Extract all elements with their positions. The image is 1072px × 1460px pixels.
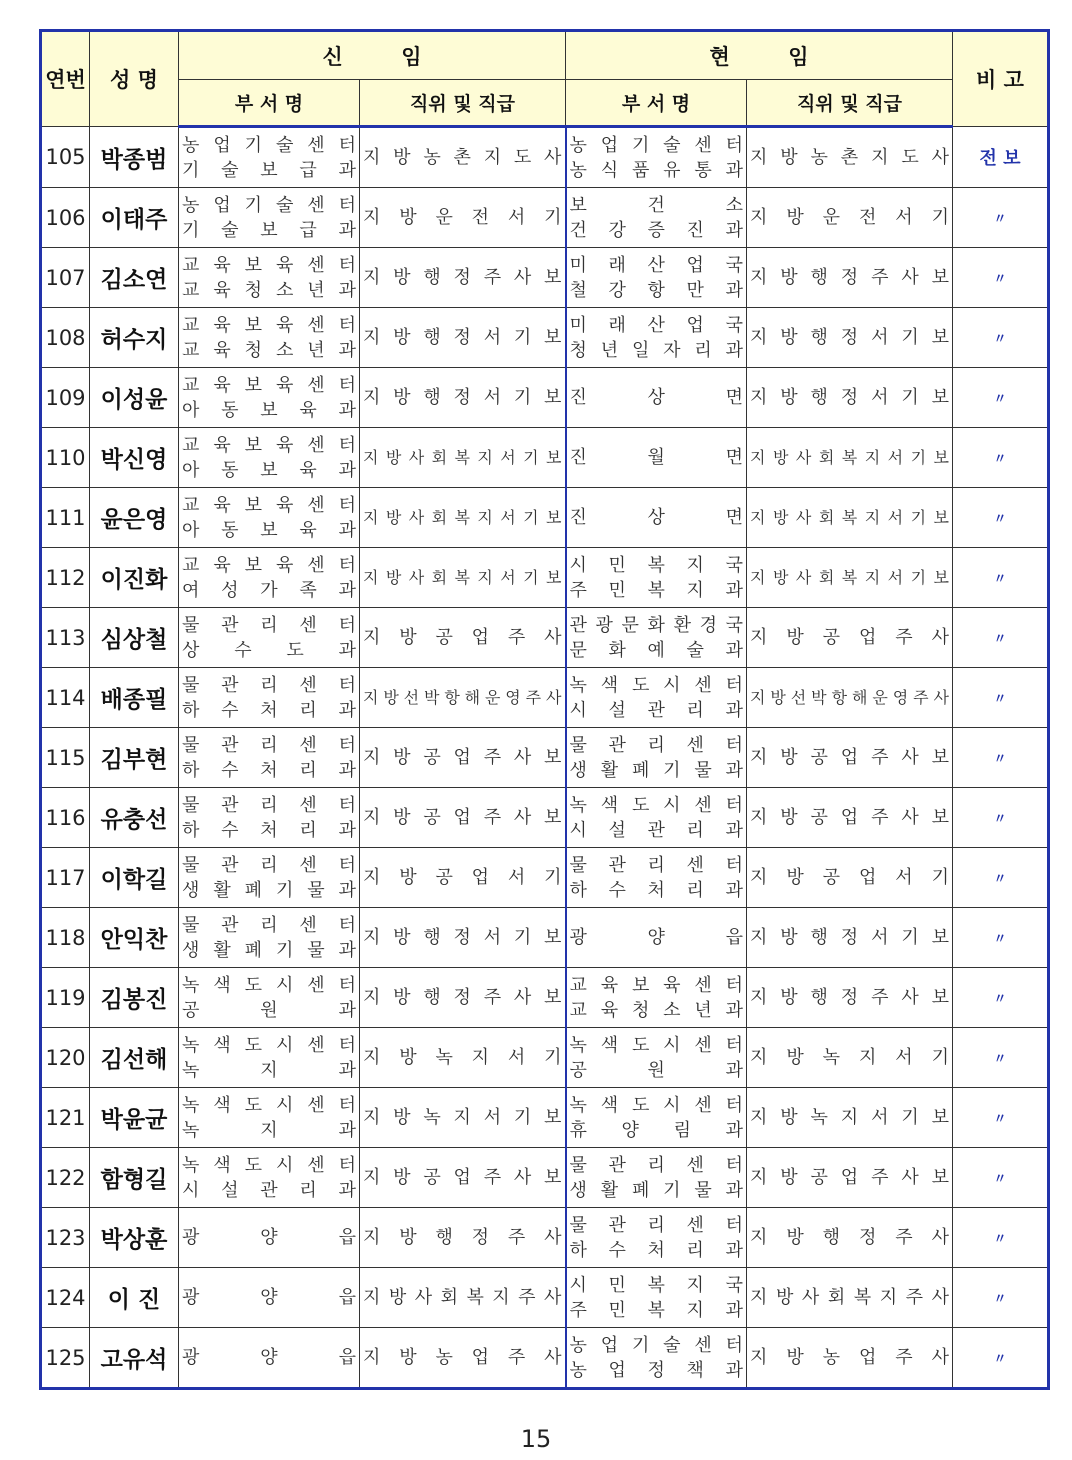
new-department	[179, 968, 360, 1028]
current-position	[747, 188, 953, 248]
row-number: 123	[41, 1208, 90, 1268]
current-position-text: 지 방 녹 지 서 기	[750, 1047, 949, 1068]
current-department-line: 녹 색 도 시 센 터	[569, 674, 743, 696]
current-department-line: 하 수 처 리 과	[569, 1239, 743, 1261]
current-department-line: 주 민 복 지 과	[569, 1299, 743, 1321]
row-number: 115	[41, 728, 90, 788]
current-department-line: 농 업 기 술 센 터	[569, 134, 743, 156]
new-department-line: 교 육 청 소 년 과	[182, 279, 356, 301]
current-department-line: 휴 양 림 과	[569, 1119, 743, 1141]
current-position	[747, 1268, 953, 1328]
row-number: 108	[41, 308, 90, 368]
current-position	[747, 908, 953, 968]
current-department	[566, 548, 747, 608]
new-position	[360, 788, 566, 848]
new-department-line: 농 업 기 술 센 터	[182, 134, 356, 156]
person-name: 이진화	[90, 548, 179, 608]
header-name: 성 명	[90, 31, 179, 127]
person-name: 함형길	[90, 1148, 179, 1208]
current-position-text: 지 방 녹 지 서 기 보	[750, 1107, 949, 1128]
personnel-table	[39, 29, 1050, 1390]
current-department	[566, 1088, 747, 1148]
current-department-line: 녹 색 도 시 센 터	[569, 794, 743, 816]
new-position	[360, 1148, 566, 1208]
row-number: 125	[41, 1328, 90, 1389]
new-department	[179, 848, 360, 908]
current-position-text: 지 방 행 정 서 기 보	[750, 387, 949, 408]
current-department	[566, 1268, 747, 1328]
row-number: 113	[41, 608, 90, 668]
new-position-text: 지 방 공 업 주 사 보	[363, 1167, 562, 1188]
current-department-line: 시 민 복 지 국	[569, 1274, 743, 1296]
current-position	[747, 488, 953, 548]
current-position-text: 지 방 사 회 복 지 서 기 보	[750, 448, 949, 467]
current-department	[566, 1328, 747, 1389]
note: 〃	[953, 308, 1049, 368]
table-row	[41, 1148, 1049, 1208]
new-department	[179, 248, 360, 308]
new-department	[179, 728, 360, 788]
person-name: 박종범	[90, 127, 179, 188]
note: 〃	[953, 488, 1049, 548]
new-department-line: 교 육 청 소 년 과	[182, 339, 356, 361]
current-position-text: 지 방 농 업 주 사	[750, 1347, 949, 1368]
new-department	[179, 788, 360, 848]
current-department-line: 녹 색 도 시 센 터	[569, 1034, 743, 1056]
current-department-line: 주 민 복 지 과	[569, 579, 743, 601]
new-department	[179, 308, 360, 368]
person-name: 이성윤	[90, 368, 179, 428]
note: 〃	[953, 1328, 1049, 1389]
current-position	[747, 428, 953, 488]
row-number: 116	[41, 788, 90, 848]
current-department-line: 교 육 청 소 년 과	[569, 999, 743, 1021]
current-position	[747, 368, 953, 428]
new-department-line: 기 술 보 급 과	[182, 159, 356, 181]
note: 〃	[953, 968, 1049, 1028]
current-department-line: 농 식 품 유 통 과	[569, 159, 743, 181]
new-department-line: 물 관 리 센 터	[182, 674, 356, 696]
new-position	[360, 368, 566, 428]
new-position	[360, 848, 566, 908]
current-department-line: 관 광 문 화 환 경 국	[569, 614, 743, 636]
note: 〃	[953, 608, 1049, 668]
current-department	[566, 127, 747, 188]
new-position	[360, 428, 566, 488]
new-department	[179, 1328, 360, 1389]
new-department-line: 시 설 관 리 과	[182, 1179, 356, 1201]
new-position-text: 지 방 운 전 서 기	[363, 207, 562, 228]
new-department	[179, 428, 360, 488]
current-position-text: 지 방 공 업 주 사 보	[750, 807, 949, 828]
person-name: 이태주	[90, 188, 179, 248]
new-department-line: 아 동 보 육 과	[182, 399, 356, 421]
new-department-line: 녹 색 도 시 센 터	[182, 1154, 356, 1176]
current-department-line: 생 활 폐 기 물 과	[569, 759, 743, 781]
new-department-line: 녹 지 과	[182, 1059, 356, 1081]
new-department-line: 여 성 가 족 과	[182, 579, 356, 601]
current-department	[566, 728, 747, 788]
new-position-text: 지 방 농 업 주 사	[363, 1347, 562, 1368]
current-position	[747, 1088, 953, 1148]
new-department	[179, 1268, 360, 1328]
new-department-line: 교 육 보 육 센 터	[182, 554, 356, 576]
current-department-line: 진 상 면	[569, 507, 743, 528]
new-department-line: 농 업 기 술 센 터	[182, 194, 356, 216]
header-note: 비 고	[953, 31, 1049, 127]
note: 〃	[953, 428, 1049, 488]
current-department	[566, 968, 747, 1028]
current-department	[566, 188, 747, 248]
new-department-line: 녹 지 과	[182, 1119, 356, 1141]
table-row	[41, 1268, 1049, 1328]
new-department-line: 물 관 리 센 터	[182, 734, 356, 756]
new-department-line: 녹 색 도 시 센 터	[182, 1094, 356, 1116]
table-row	[41, 1088, 1049, 1148]
current-department-line: 공 원 과	[569, 1059, 743, 1081]
person-name: 김선해	[90, 1028, 179, 1088]
current-department	[566, 668, 747, 728]
current-department	[566, 608, 747, 668]
current-department-line: 미 래 산 업 국	[569, 314, 743, 336]
current-position	[747, 1208, 953, 1268]
table-row	[41, 368, 1049, 428]
current-department-line: 건 강 증 진 과	[569, 219, 743, 241]
note: 〃	[953, 248, 1049, 308]
note: 전 보	[953, 127, 1049, 188]
new-position	[360, 188, 566, 248]
table-row	[41, 1028, 1049, 1088]
current-department-line: 하 수 처 리 과	[569, 879, 743, 901]
row-number: 117	[41, 848, 90, 908]
current-position	[747, 248, 953, 308]
row-number: 118	[41, 908, 90, 968]
header-new-dept: 부 서 명	[179, 80, 360, 127]
new-position	[360, 908, 566, 968]
new-department	[179, 908, 360, 968]
row-number: 109	[41, 368, 90, 428]
page-number: 15	[520, 1425, 552, 1453]
note: 〃	[953, 1028, 1049, 1088]
table-row	[41, 608, 1049, 668]
table-row	[41, 1208, 1049, 1268]
new-department	[179, 188, 360, 248]
note: 〃	[953, 548, 1049, 608]
new-department-line: 하 수 처 리 과	[182, 819, 356, 841]
row-number: 120	[41, 1028, 90, 1088]
new-position	[360, 668, 566, 728]
current-department	[566, 1208, 747, 1268]
current-department-line: 철 강 항 만 과	[569, 279, 743, 301]
row-number: 110	[41, 428, 90, 488]
new-department-line: 교 육 보 육 센 터	[182, 434, 356, 456]
new-department-line: 하 수 처 리 과	[182, 759, 356, 781]
person-name: 박상훈	[90, 1208, 179, 1268]
current-position-text: 지 방 공 업 서 기	[750, 867, 949, 888]
new-department-line: 녹 색 도 시 센 터	[182, 974, 356, 996]
current-position	[747, 1328, 953, 1389]
new-position-text: 지 방 녹 지 서 기 보	[363, 1107, 562, 1128]
current-position	[747, 548, 953, 608]
new-position-text: 지 방 녹 지 서 기	[363, 1047, 562, 1068]
person-name: 김소연	[90, 248, 179, 308]
new-department-line: 상 수 도 과	[182, 639, 356, 661]
current-department	[566, 248, 747, 308]
new-department-line: 교 육 보 육 센 터	[182, 314, 356, 336]
note: 〃	[953, 668, 1049, 728]
table-row	[41, 548, 1049, 608]
row-number: 106	[41, 188, 90, 248]
current-department-line: 시 설 관 리 과	[569, 819, 743, 841]
person-name: 윤은영	[90, 488, 179, 548]
current-department-line: 물 관 리 센 터	[569, 734, 743, 756]
new-department-line: 아 동 보 육 과	[182, 519, 356, 541]
table-row	[41, 1328, 1049, 1389]
new-department-line: 녹 색 도 시 센 터	[182, 1034, 356, 1056]
new-position	[360, 248, 566, 308]
person-name: 심상철	[90, 608, 179, 668]
current-department	[566, 788, 747, 848]
new-department-line: 광 양 읍	[182, 1227, 356, 1248]
current-position-text: 지 방 행 정 서 기 보	[750, 927, 949, 948]
current-department-line: 시 설 관 리 과	[569, 699, 743, 721]
new-position	[360, 127, 566, 188]
current-position-text: 지 방 행 정 주 사 보	[750, 987, 949, 1008]
row-number: 111	[41, 488, 90, 548]
new-position-text: 지 방 사 회 복 지 서 기 보	[363, 568, 562, 587]
current-department-line: 시 민 복 지 국	[569, 554, 743, 576]
table-row	[41, 127, 1049, 188]
header-current: 현 임	[566, 31, 953, 80]
new-department-line: 생 활 폐 기 물 과	[182, 879, 356, 901]
new-position-text: 지 방 공 업 주 사	[363, 627, 562, 648]
note: 〃	[953, 728, 1049, 788]
new-department	[179, 368, 360, 428]
new-department	[179, 488, 360, 548]
current-position	[747, 308, 953, 368]
new-position-text: 지 방 농 촌 지 도 사	[363, 147, 562, 168]
new-department-line: 생 활 폐 기 물 과	[182, 939, 356, 961]
new-position-text: 지 방 선 박 항 해 운 영 주 사	[363, 688, 562, 707]
new-department-line: 교 육 보 육 센 터	[182, 494, 356, 516]
current-position	[747, 788, 953, 848]
current-department-line: 진 상 면	[569, 387, 743, 408]
current-department	[566, 428, 747, 488]
person-name: 안익찬	[90, 908, 179, 968]
table-row	[41, 308, 1049, 368]
current-position-text: 지 방 운 전 서 기	[750, 207, 949, 228]
current-department	[566, 848, 747, 908]
current-position-text: 지 방 공 업 주 사	[750, 627, 949, 648]
row-number: 124	[41, 1268, 90, 1328]
current-department-line: 농 업 정 책 과	[569, 1359, 743, 1381]
current-position	[747, 1028, 953, 1088]
new-position	[360, 1208, 566, 1268]
new-department-line: 물 관 리 센 터	[182, 794, 356, 816]
current-position	[747, 608, 953, 668]
new-position-text: 지 방 공 업 주 사 보	[363, 747, 562, 768]
new-department	[179, 1148, 360, 1208]
new-position-text: 지 방 행 정 주 사 보	[363, 987, 562, 1008]
current-position	[747, 668, 953, 728]
new-position-text: 지 방 행 정 서 기 보	[363, 327, 562, 348]
current-position	[747, 1148, 953, 1208]
current-position-text: 지 방 선 박 항 해 운 영 주 사	[750, 688, 949, 707]
new-department	[179, 127, 360, 188]
header-current-dept: 부 서 명	[566, 80, 747, 127]
current-position-text: 지 방 농 촌 지 도 사	[750, 147, 949, 168]
new-department	[179, 1028, 360, 1088]
current-position-text: 지 방 사 회 복 지 주 사	[750, 1287, 949, 1308]
current-department	[566, 368, 747, 428]
row-number: 112	[41, 548, 90, 608]
current-department	[566, 908, 747, 968]
new-department-line: 기 술 보 급 과	[182, 219, 356, 241]
table-row	[41, 788, 1049, 848]
new-position-text: 지 방 사 회 복 지 서 기 보	[363, 508, 562, 527]
row-number: 122	[41, 1148, 90, 1208]
current-department-line: 교 육 보 육 센 터	[569, 974, 743, 996]
current-position	[747, 848, 953, 908]
new-department	[179, 668, 360, 728]
table-row	[41, 968, 1049, 1028]
current-position	[747, 968, 953, 1028]
new-department-line: 광 양 읍	[182, 1287, 356, 1308]
current-department-line: 농 업 기 술 센 터	[569, 1334, 743, 1356]
person-name: 배종필	[90, 668, 179, 728]
current-position-text: 지 방 사 회 복 지 서 기 보	[750, 568, 949, 587]
table-row	[41, 428, 1049, 488]
note: 〃	[953, 788, 1049, 848]
new-position	[360, 1268, 566, 1328]
new-department-line: 광 양 읍	[182, 1347, 356, 1368]
new-department-line: 아 동 보 육 과	[182, 459, 356, 481]
header-new: 신 임	[179, 31, 566, 80]
new-position	[360, 968, 566, 1028]
current-position-text: 지 방 행 정 주 사 보	[750, 267, 949, 288]
note: 〃	[953, 1148, 1049, 1208]
current-position	[747, 728, 953, 788]
current-position	[747, 127, 953, 188]
person-name: 허수지	[90, 308, 179, 368]
new-position	[360, 608, 566, 668]
new-position-text: 지 방 행 정 주 사 보	[363, 267, 562, 288]
new-position-text: 지 방 행 정 주 사	[363, 1227, 562, 1248]
row-number: 114	[41, 668, 90, 728]
new-department-line: 물 관 리 센 터	[182, 614, 356, 636]
note: 〃	[953, 1088, 1049, 1148]
table-row	[41, 668, 1049, 728]
table-row	[41, 188, 1049, 248]
current-position-text: 지 방 공 업 주 사 보	[750, 747, 949, 768]
person-name: 김봉진	[90, 968, 179, 1028]
new-department-line: 물 관 리 센 터	[182, 854, 356, 876]
current-department-line: 미 래 산 업 국	[569, 254, 743, 276]
person-name: 이학길	[90, 848, 179, 908]
new-department	[179, 548, 360, 608]
new-position	[360, 728, 566, 788]
current-department-line: 진 월 면	[569, 447, 743, 468]
current-department	[566, 1028, 747, 1088]
new-position-text: 지 방 공 업 주 사 보	[363, 807, 562, 828]
row-number: 107	[41, 248, 90, 308]
current-department-line: 물 관 리 센 터	[569, 1154, 743, 1176]
new-department-line: 공 원 과	[182, 999, 356, 1021]
new-department-line: 물 관 리 센 터	[182, 914, 356, 936]
person-name: 김부현	[90, 728, 179, 788]
row-number: 119	[41, 968, 90, 1028]
row-number: 105	[41, 127, 90, 188]
note: 〃	[953, 908, 1049, 968]
new-position	[360, 1028, 566, 1088]
header-current-position: 직위 및 직급	[747, 80, 953, 127]
new-department-line: 교 육 보 육 센 터	[182, 254, 356, 276]
person-name: 고유석	[90, 1328, 179, 1389]
table-row	[41, 848, 1049, 908]
table-body	[41, 127, 1049, 1389]
person-name: 이 진	[90, 1268, 179, 1328]
current-department-line: 보 건 소	[569, 194, 743, 216]
current-department-line: 생 활 폐 기 물 과	[569, 1179, 743, 1201]
new-position-text: 지 방 사 회 복 지 주 사	[363, 1287, 562, 1308]
person-name: 유충선	[90, 788, 179, 848]
current-department	[566, 308, 747, 368]
current-position-text: 지 방 공 업 주 사 보	[750, 1167, 949, 1188]
current-department-line: 녹 색 도 시 센 터	[569, 1094, 743, 1116]
new-position	[360, 1088, 566, 1148]
current-position-text: 지 방 사 회 복 지 서 기 보	[750, 508, 949, 527]
current-department-line: 문 화 예 술 과	[569, 639, 743, 661]
current-department-line: 청 년 일 자 리 과	[569, 339, 743, 361]
current-department	[566, 488, 747, 548]
new-department	[179, 1208, 360, 1268]
new-position-text: 지 방 행 정 서 기 보	[363, 927, 562, 948]
note: 〃	[953, 188, 1049, 248]
person-name: 박윤균	[90, 1088, 179, 1148]
new-department-line: 교 육 보 육 센 터	[182, 374, 356, 396]
new-position-text: 지 방 사 회 복 지 서 기 보	[363, 448, 562, 467]
current-department-line: 광 양 읍	[569, 927, 743, 948]
new-position	[360, 1328, 566, 1389]
new-position-text: 지 방 행 정 서 기 보	[363, 387, 562, 408]
note: 〃	[953, 1268, 1049, 1328]
current-position-text: 지 방 행 정 주 사	[750, 1227, 949, 1248]
note: 〃	[953, 848, 1049, 908]
person-name: 박신영	[90, 428, 179, 488]
new-position	[360, 488, 566, 548]
current-position-text: 지 방 행 정 서 기 보	[750, 327, 949, 348]
header-no: 연번	[41, 31, 90, 127]
table-row	[41, 728, 1049, 788]
current-department	[566, 1148, 747, 1208]
new-department	[179, 608, 360, 668]
new-position	[360, 548, 566, 608]
table-row	[41, 248, 1049, 308]
current-department-line: 물 관 리 센 터	[569, 854, 743, 876]
table-row	[41, 488, 1049, 548]
current-department-line: 물 관 리 센 터	[569, 1214, 743, 1236]
header-new-position: 직위 및 직급	[360, 80, 566, 127]
new-position-text: 지 방 공 업 서 기	[363, 867, 562, 888]
new-department-line: 하 수 처 리 과	[182, 699, 356, 721]
row-number: 121	[41, 1088, 90, 1148]
note: 〃	[953, 1208, 1049, 1268]
table-row	[41, 908, 1049, 968]
new-department	[179, 1088, 360, 1148]
new-position	[360, 308, 566, 368]
note: 〃	[953, 368, 1049, 428]
